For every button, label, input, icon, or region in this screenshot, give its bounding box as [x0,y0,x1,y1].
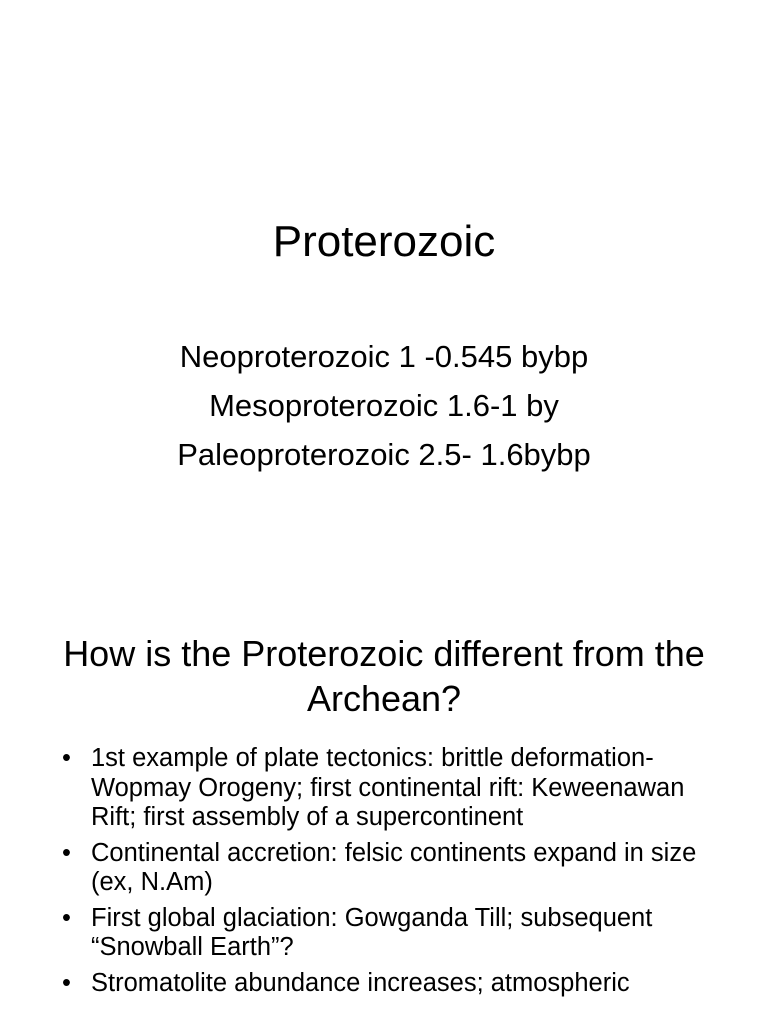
slide-title: Proterozoic [272,217,496,266]
bullet-text: Stromatolite abundance increases; atmospheric [91,968,630,997]
bullet-icon: • [62,838,71,867]
bullet-item-global-glaciation [0,904,768,963]
bullet-icon: • [62,903,71,932]
slide-subtitle [0,332,768,479]
subtitle-line-neoproterozoic: Neoproterozoic 1 -0.545 bybp [179,339,589,374]
subtitle-line-paleoproterozoic: Paleoproterozoic 2.5- 1.6bybp [177,437,591,472]
bullet-text: First global glaciation: Gowganda Till; subsequent “Snowball Earth”? [91,903,653,961]
bullet-item-plate-tectonics [0,744,768,833]
bullet-icon: • [62,968,71,997]
bullet-text: 1st example of plate tectonics: brittle deformation- Wopmay Orogeny; first continental rift: Keweenawan Rift; first assembly of a supercontinent [91,744,685,831]
slide-heading: How is the Proterozoic different from the Archean? [63,633,705,719]
bullet-item-stromatolite [0,969,768,999]
bullet-item-continental-accretion [0,839,768,898]
subtitle-line-mesoproterozoic: Mesoproterozoic 1.6-1 by [209,388,559,423]
bullet-list [0,744,768,1004]
bullet-icon: • [62,744,71,772]
bullet-text: Continental accretion: felsic continents expand in size (ex, N.Am) [91,838,697,896]
